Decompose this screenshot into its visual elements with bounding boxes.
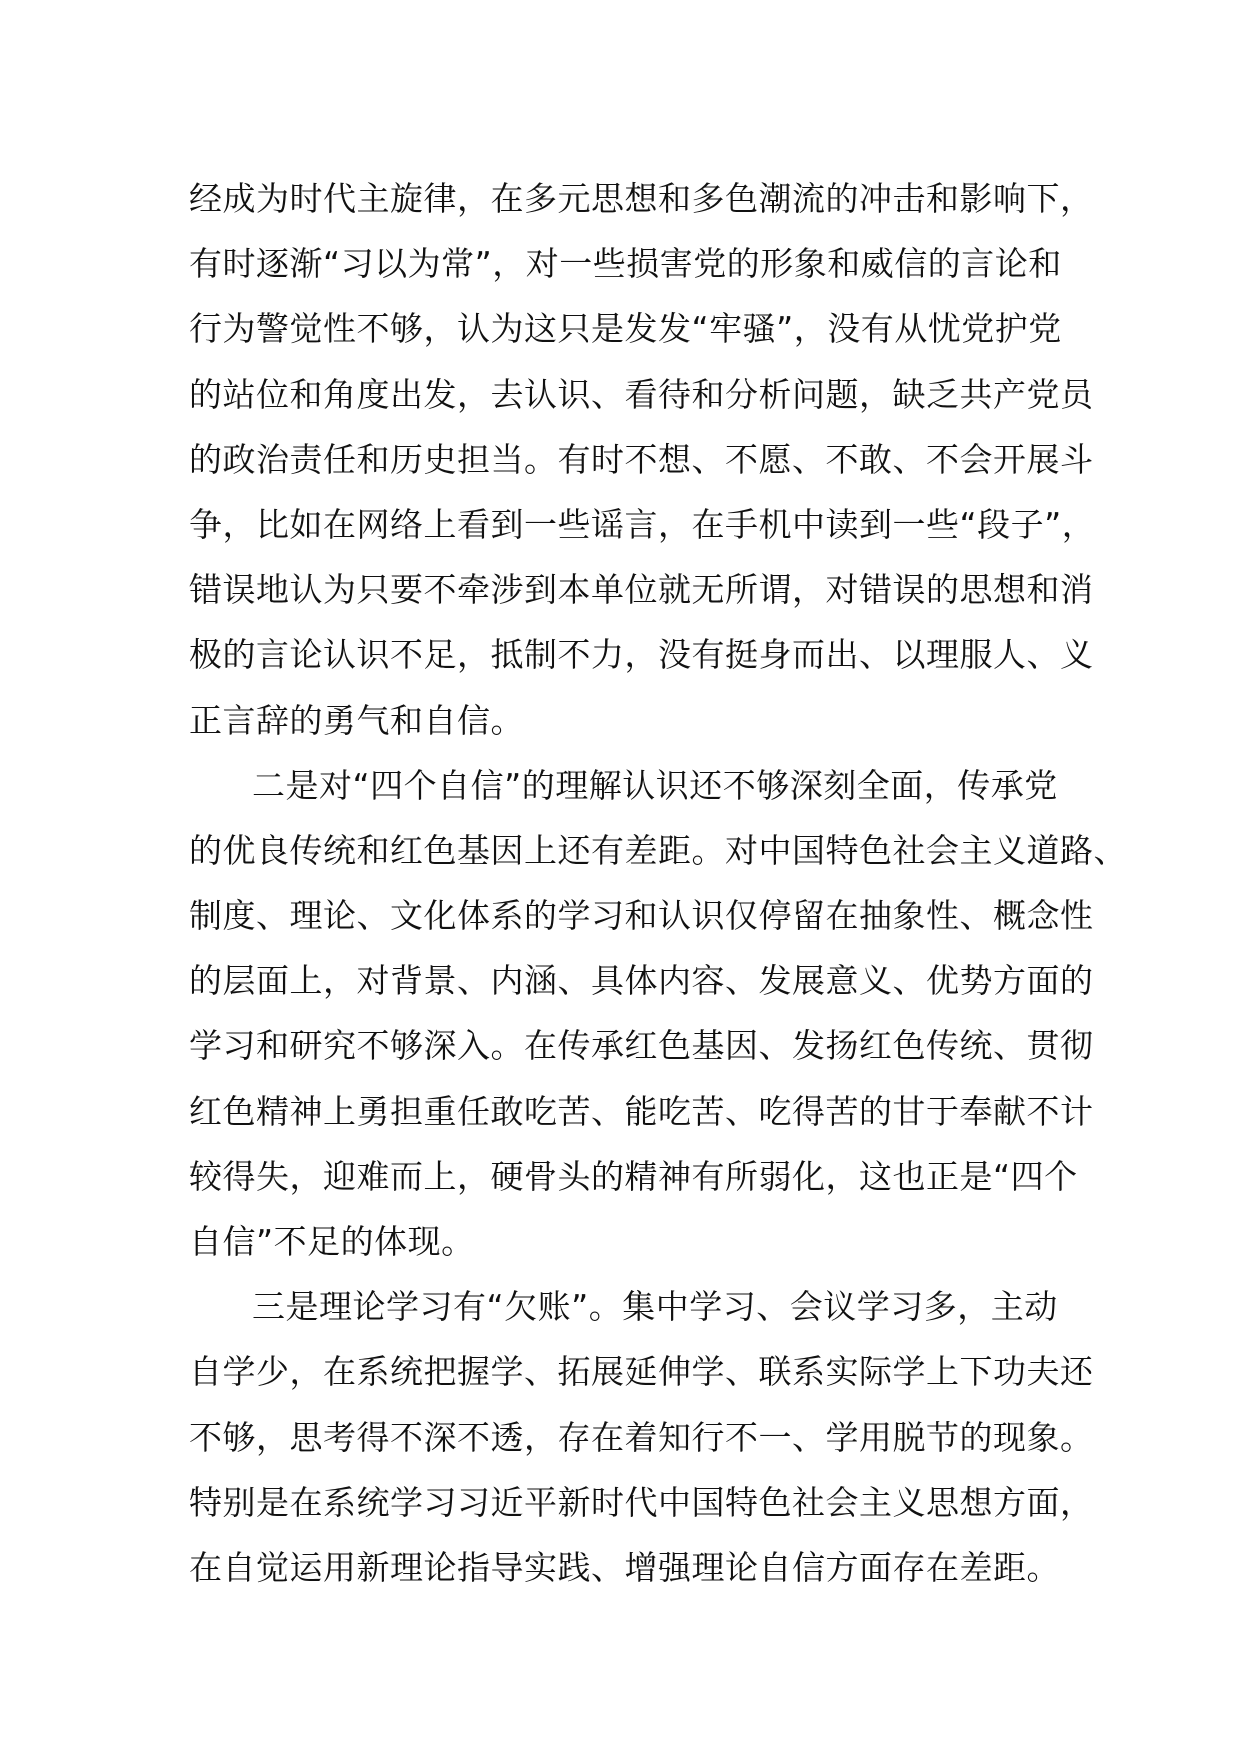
text-line: 红色精神上勇担重任敢吃苦、能吃苦、吃得苦的甘于奉献不计 [189,1091,1094,1131]
text-line: 特别是在系统学习习近平新时代中国特色社会主义思想方面， [189,1482,1094,1522]
text-line: 的优良传统和红色基因上还有差距。对中国特色社会主义道路、 [189,830,1127,870]
text-line: 三是理论学习有“欠账”。集中学习、会议学习多，主动 [252,1287,1058,1327]
text-line: 较得失，迎难而上，硬骨头的精神有所弱化，这也正是“四个 [189,1156,1078,1196]
paragraph-1 [189,166,1096,753]
text-line: 错误地认为只要不牵涉到本单位就无所谓，对错误的思想和消 [189,570,1094,610]
text-line: 的政治责任和历史担当。有时不想、不愿、不敢、不会开展斗 [189,439,1094,479]
paragraph-3 [189,1274,1094,1600]
text-line: 争，比如在网络上看到一些谣言，在手机中读到一些“段子”， [189,504,1096,544]
text-line: 二是对“四个自信”的理解认识还不够深刻全面，传承党 [252,765,1058,805]
text-line: 在自觉运用新理论指导实践、增强理论自信方面存在差距。 [189,1547,1060,1587]
text-line: 正言辞的勇气和自信。 [189,700,524,740]
document-body [189,166,1127,1600]
text-line: 的站位和角度出发，去认识、看待和分析问题，缺乏共产党员 [189,374,1094,414]
text-line: 不够，思考得不深不透，存在着知行不一、学用脱节的现象。 [189,1417,1094,1457]
text-line: 有时逐渐“习以为常”，对一些损害党的形象和威信的言论和 [189,244,1062,284]
text-line: 的层面上，对背景、内涵、具体内容、发展意义、优势方面的 [189,961,1094,1001]
text-line: 制度、理论、文化体系的学习和认识仅停留在抽象性、概念性 [189,896,1094,936]
text-line: 行为警觉性不够，认为这只是发发“牢骚”，没有从忧党护党 [189,309,1062,349]
text-line: 极的言论认识不足，抵制不力，没有挺身而出、以理服人、义 [189,635,1094,675]
text-line: 学习和研究不够深入。在传承红色基因、发扬红色传统、贯彻 [189,1026,1094,1066]
text-line: 自学少，在系统把握学、拓展延伸学、联系实际学上下功夫还 [189,1352,1094,1392]
paragraph-2 [189,753,1127,1275]
text-line: 经成为时代主旋律，在多元思想和多色潮流的冲击和影响下， [189,179,1094,218]
text-line: 自信”不足的体现。 [189,1222,475,1261]
